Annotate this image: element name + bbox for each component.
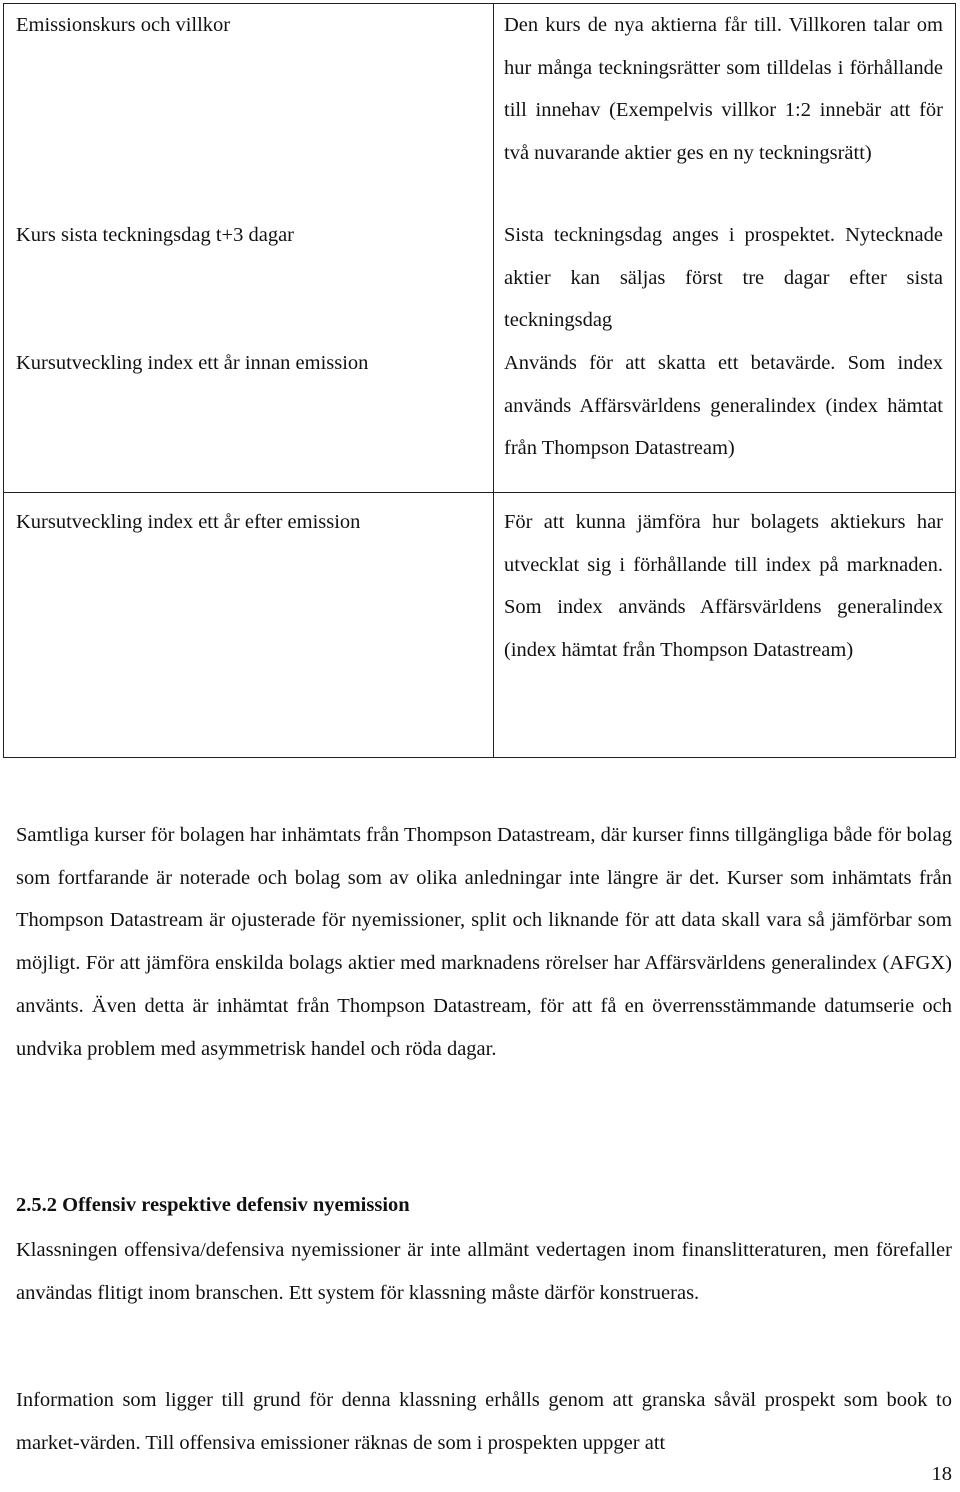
table-row: [4, 342, 956, 493]
term-cell: Kurs sista teckningsdag t+3 dagar: [4, 214, 494, 342]
table-row: [4, 4, 956, 215]
description-cell: För att kunna jämföra hur bolagets aktiekurs har utvecklat sig i förhållande till index på marknaden. Som index används Affärsvärldens generalindex (index hämtat från Thompson Datastream): [494, 493, 956, 758]
table-row: [4, 214, 956, 342]
term-cell: Emissionskurs och villkor: [4, 4, 494, 215]
term-cell: Kursutveckling index ett år efter emission: [4, 493, 494, 758]
body-paragraph: Samtliga kurser för bolagen har inhämtats från Thompson Datastream, där kurser finns tillgängliga både för bolag som fortfarande är noterade och bolag som av olika anledningar inte längre är det. Kurser som inhämtats från Thompson Datastream är ojusterade för nyemissioner, split och liknande för att data skall vara så jämförbar som möjligt. För att jämföra enskilda bolags aktier med marknadens rörelser har Affärsvärldens generalindex (AFGX) använts. Även detta är inhämtat från Thompson Datastream, för att få en överrensstämmande datumserie och undvika problem med asymmetrisk handel och röda dagar.: [16, 824, 952, 1060]
table-row: [4, 493, 956, 758]
description-cell: Används för att skatta ett betavärde. Som index används Affärsvärldens generalindex (index hämtat från Thompson Datastream): [494, 342, 956, 493]
definitions-table: [3, 3, 956, 758]
body-paragraph: Information som ligger till grund för denna klassning erhålls genom att granska såväl prospekt som book to market-värden. Till offensiva emissioner räknas de som i prospekten uppger att: [16, 1389, 952, 1454]
page-number: 18: [931, 1463, 952, 1485]
description-cell: Sista teckningsdag anges i prospektet. Nytecknade aktier kan säljas först tre dagar efter sista teckningsdag: [494, 214, 956, 342]
section-heading: 2.5.2 Offensiv respektive defensiv nyemission: [16, 1194, 410, 1216]
term-cell: Kursutveckling index ett år innan emission: [4, 342, 494, 493]
description-cell: Den kurs de nya aktierna får till. Villkoren talar om hur många teckningsrätter som tilldelas i förhållande till innehav (Exempelvis villkor 1:2 innebär att för två nuvarande aktier ges en ny teckningsrätt): [494, 4, 956, 215]
body-paragraph: Klassningen offensiva/defensiva nyemissioner är inte allmänt vedertagen inom finanslitteraturen, men förefaller användas flitigt inom branschen. Ett system för klassning måste därför konstrueras.: [16, 1239, 952, 1304]
